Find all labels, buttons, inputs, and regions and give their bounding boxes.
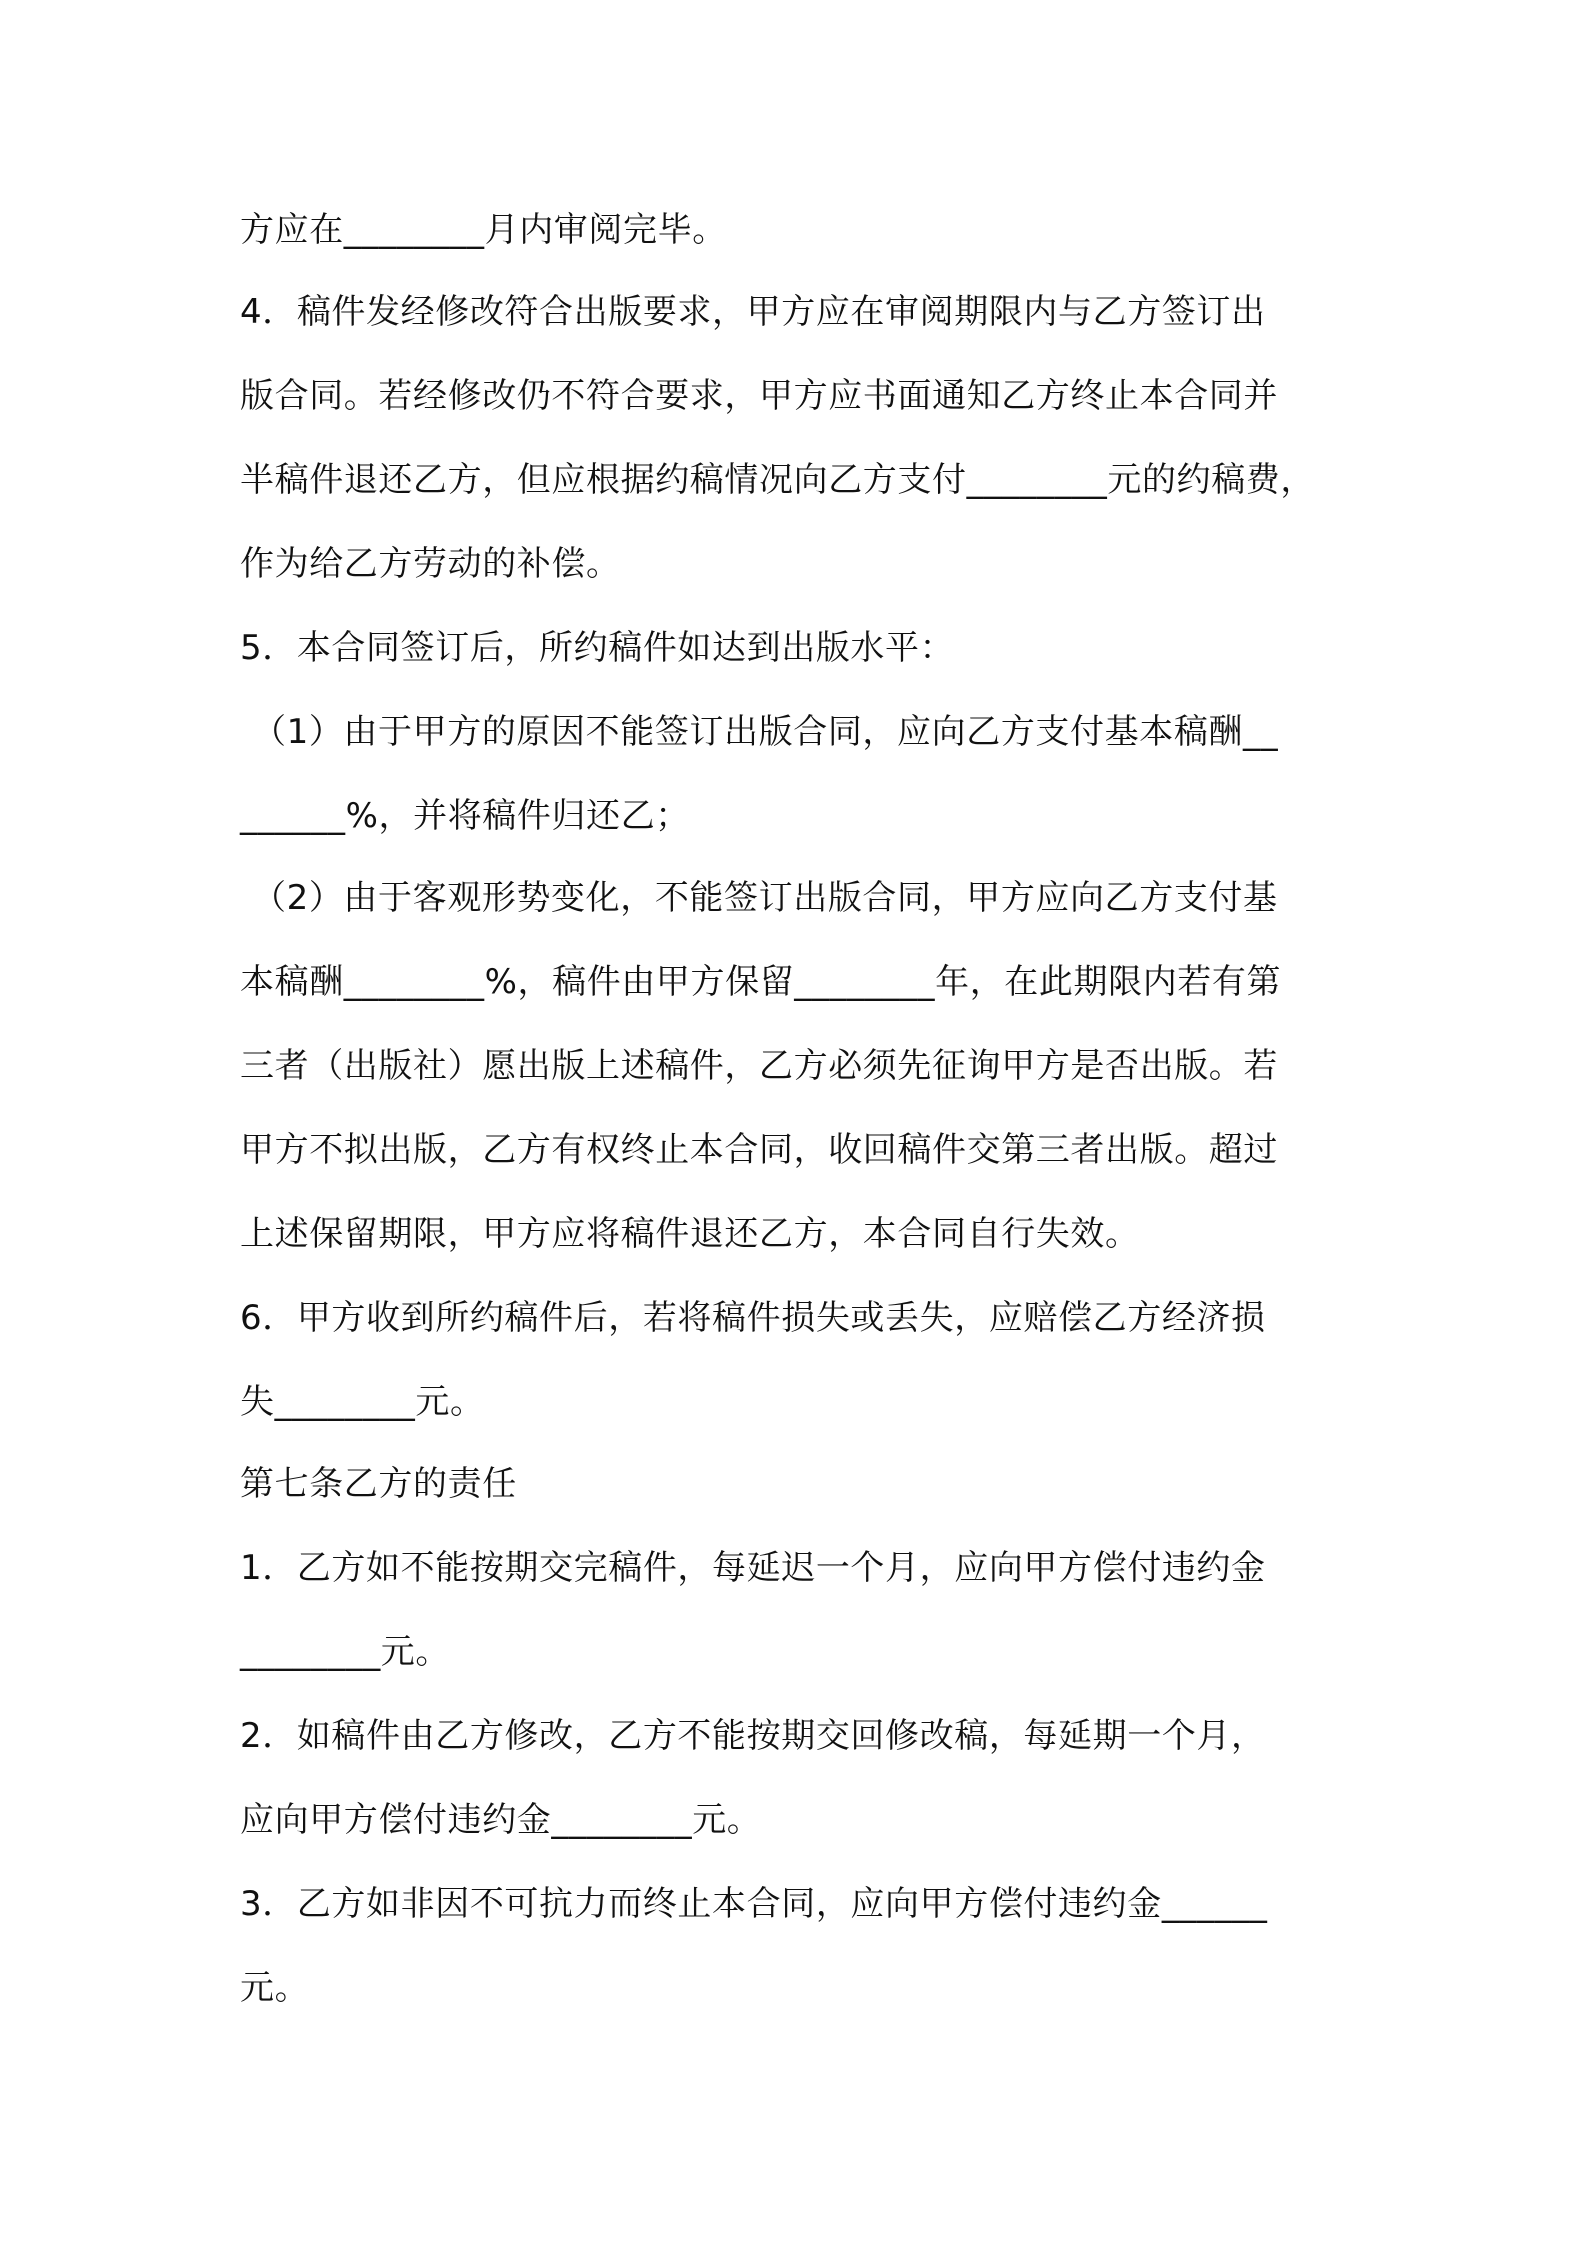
text-line: 应向甲方偿付违约金________元。 xyxy=(240,1800,762,1840)
text-line: 4．稿件发经修改符合出版要求，甲方应在审阅期限内与乙方签订出 xyxy=(240,292,1266,332)
text-line: 5．本合同签订后，所约稿件如达到出版水平： xyxy=(240,628,955,668)
text-line: 6．甲方收到所约稿件后，若将稿件损失或丢失，应赔偿乙方经济损 xyxy=(240,1298,1266,1338)
text-line: 元。 xyxy=(240,1968,310,2008)
text-line: 三者（出版社）愿出版上述稿件，乙方必须先征询甲方是否出版。若 xyxy=(240,1046,1278,1086)
section-heading: 第七条乙方的责任 xyxy=(240,1464,517,1504)
text-line: 本稿酬________%，稿件由甲方保留________年，在此期限内若有第 xyxy=(240,962,1282,1002)
text-line: 失________元。 xyxy=(240,1382,485,1422)
text-line: 3．乙方如非因不可抗力而终止本合同，应向甲方偿付违约金______ xyxy=(240,1884,1268,1924)
text-line: 半稿件退还乙方，但应根据约稿情况向乙方支付________元的约稿费， xyxy=(240,460,1315,500)
text-line: ______%，并将稿件归还乙； xyxy=(240,796,690,836)
text-line: 作为给乙方劳动的补偿。 xyxy=(240,544,621,584)
text-line: （2）由于客观形势变化，不能签订出版合同，甲方应向乙方支付基 xyxy=(252,878,1278,918)
text-line: 方应在________月内审阅完毕。 xyxy=(240,210,727,250)
text-line: 2．如稿件由乙方修改，乙方不能按期交回修改稿，每延期一个月， xyxy=(240,1716,1266,1756)
text-line: ________元。 xyxy=(240,1632,450,1672)
text-line: 1．乙方如不能按期交完稿件，每延迟一个月，应向甲方偿付违约金 xyxy=(240,1548,1266,1588)
text-line: 甲方不拟出版，乙方有权终止本合同，收回稿件交第三者出版。超过 xyxy=(240,1130,1278,1170)
text-line: 上述保留期限，甲方应将稿件退还乙方，本合同自行失效。 xyxy=(240,1214,1140,1254)
text-line: 版合同。若经修改仍不符合要求，甲方应书面通知乙方终止本合同并 xyxy=(240,376,1278,416)
text-line: （1）由于甲方的原因不能签订出版合同，应向乙方支付基本稿酬__ xyxy=(252,712,1279,752)
